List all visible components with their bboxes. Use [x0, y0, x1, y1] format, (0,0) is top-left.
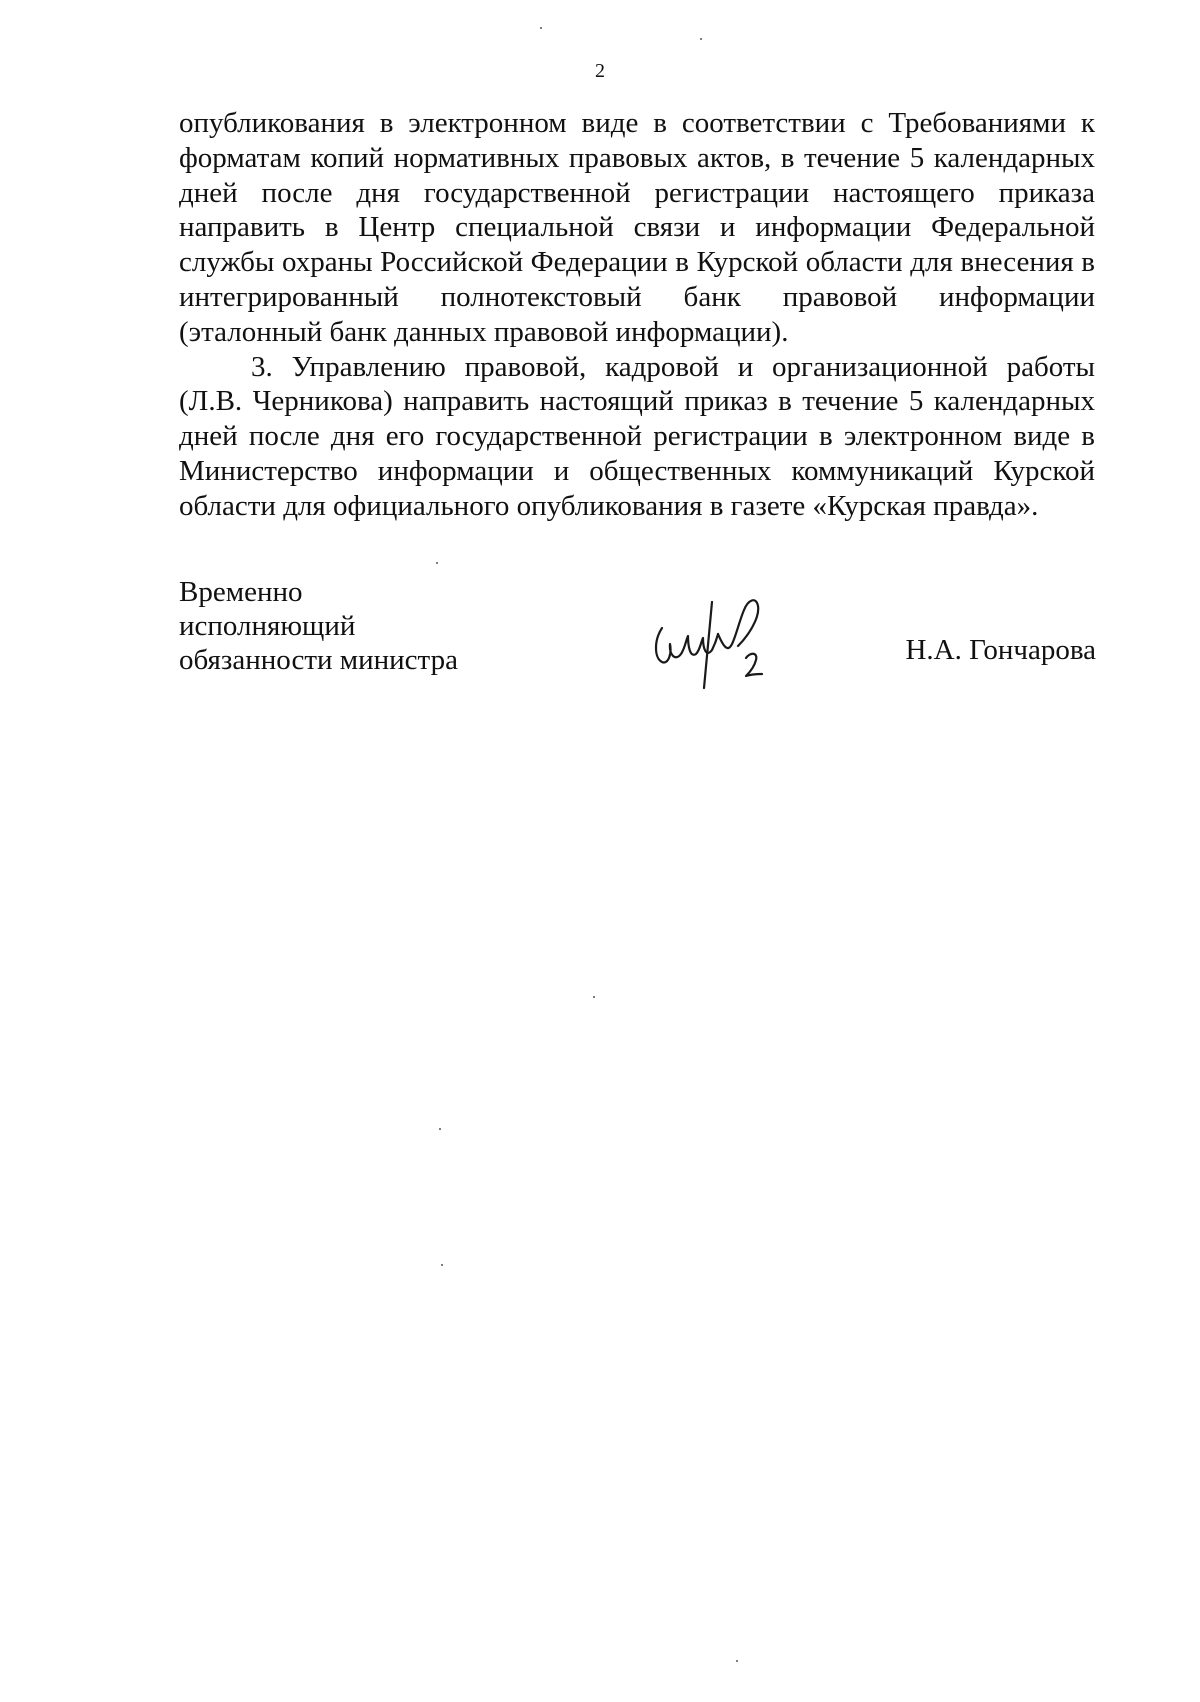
scan-speck: [439, 1128, 441, 1130]
document-body: [179, 106, 1095, 524]
signatory-name: Н.А. Гончарова: [905, 634, 1096, 666]
scan-speck: [700, 38, 702, 40]
paragraph-continuation: опубликования в электронном виде в соответствии с Требованиями к форматам копий нормативных правовых актов, в течение 5 календарных дней после дня государственной регистрации настоящего приказа направить в Центр специальной связи и информации Федеральной службы охраны Российской Федерации в Курской области для внесения в интегрированный полнотекстовый банк правовой информации (эталонный банк данных правовой информации).: [179, 107, 1095, 348]
paragraph-item-3: 3. Управлению правовой, кадровой и организационной работы (Л.В. Черникова) направить настоящий приказ в течение 5 календарных дней после дня его государственной регистрации в электронном виде в Министерство информации и общественных коммуникаций Курской области для официального опубликования в газете «Курская правда».: [179, 350, 1095, 522]
signatory-title: [179, 575, 458, 677]
page-number: 2: [595, 60, 605, 82]
scan-speck: [593, 996, 595, 998]
scan-speck: [441, 1264, 443, 1266]
scan-speck: [736, 1660, 738, 1662]
signatory-title-line: Временно: [179, 576, 303, 608]
scan-speck: [436, 562, 438, 564]
signatory-title-line: обязанности министра: [179, 644, 458, 676]
handwritten-signature: [648, 588, 780, 690]
scan-speck: [540, 27, 542, 29]
signatory-title-line: исполняющий: [179, 610, 356, 642]
